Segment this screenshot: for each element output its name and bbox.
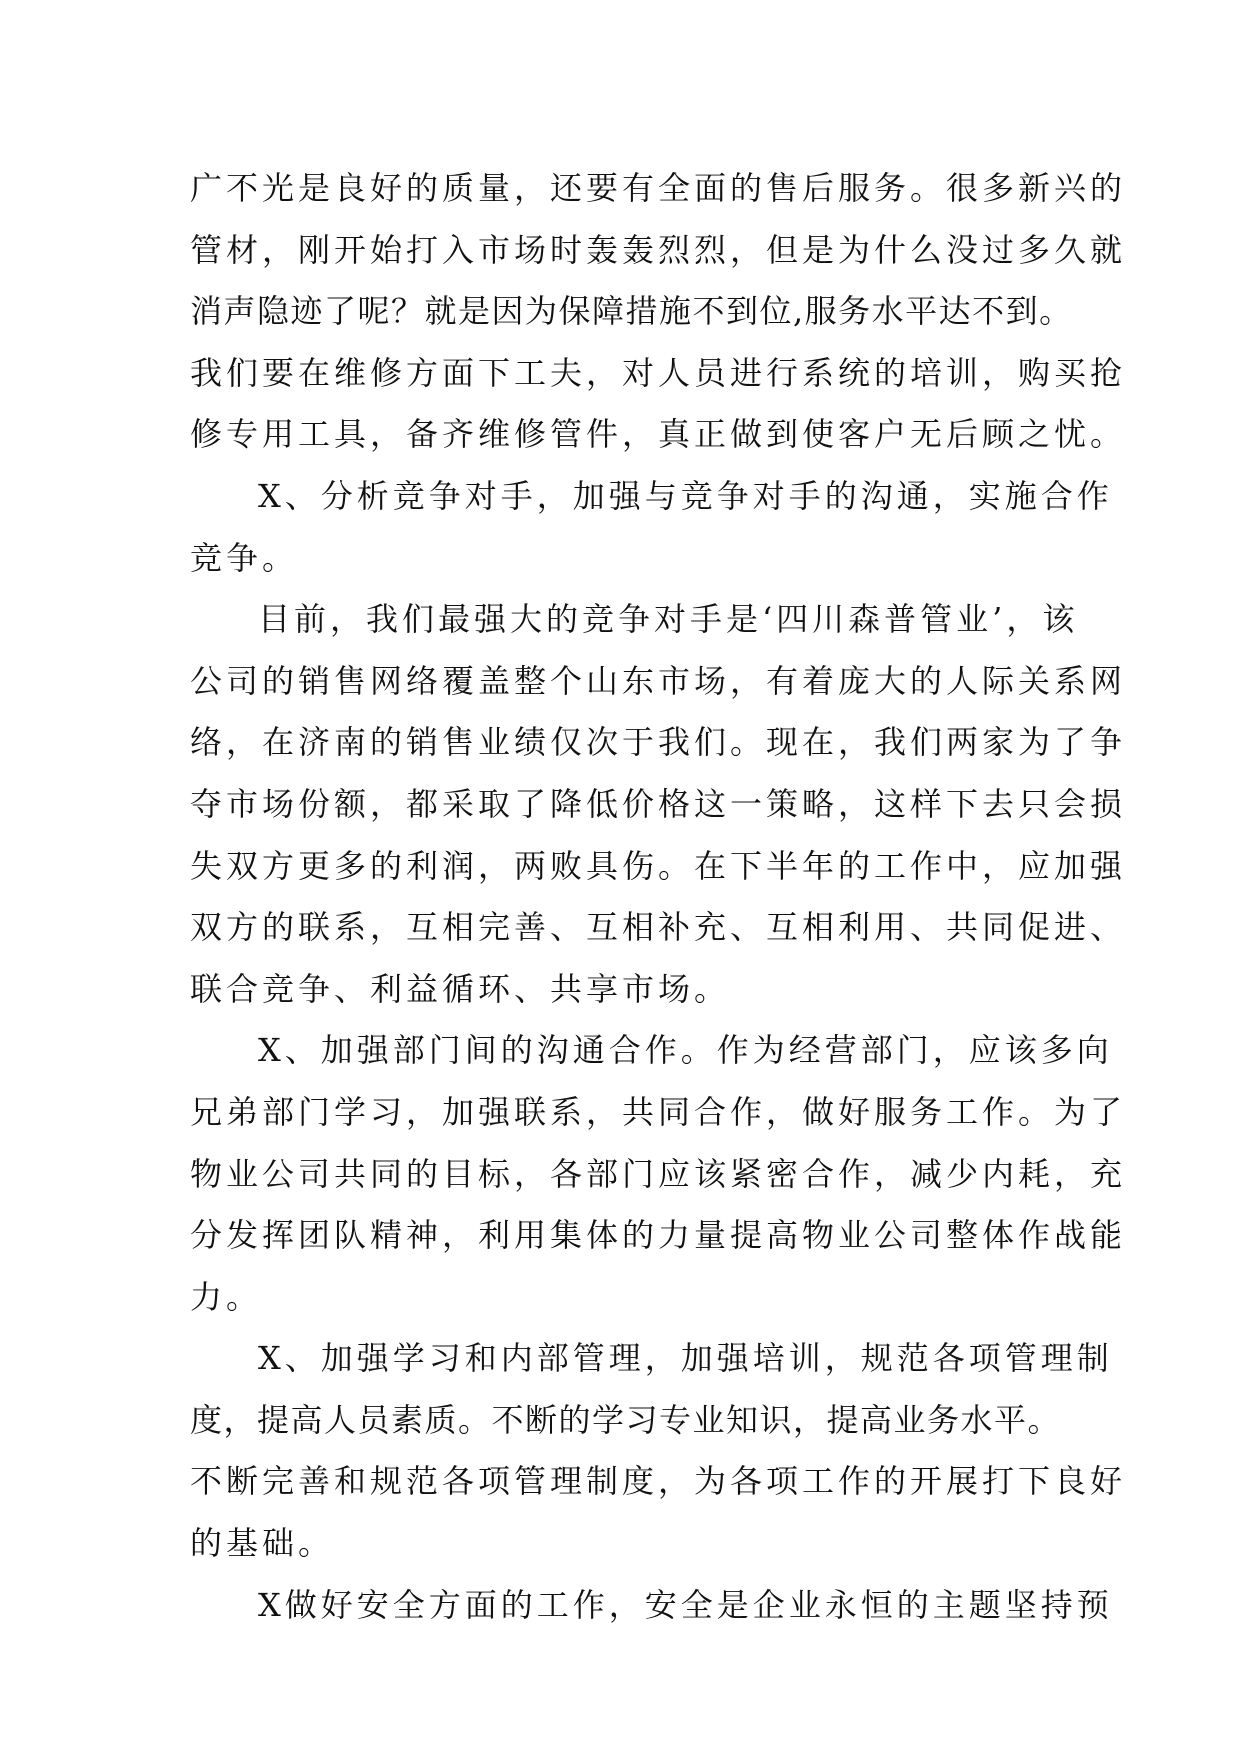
text-line: 目前，我们最强大的竞争对手是‘四川森普管业’，该 (258, 600, 1079, 639)
text-line: 公司的销售网络覆盖整个山东市场，有着庞大的人际关系网 (190, 661, 1127, 700)
text-line: X、加强部门间的沟通合作。作为经营部门，应该多向 (258, 1031, 1113, 1070)
text-line: 夺市场份额，都采取了降低价格这一策略，这样下去只会损 (190, 784, 1127, 823)
text-line: 双方的联系，互相完善、互相补充、互相利用、共同促进、 (190, 908, 1127, 947)
text-line: 失双方更多的利润，两败具伤。在下半年的工作中，应加强 (190, 846, 1127, 885)
text-line: 分发挥团队精神，利用集体的力量提高物业公司整体作战能 (190, 1216, 1127, 1255)
text-line: X做好安全方面的工作，安全是企业永恒的主题坚持预 (258, 1585, 1113, 1624)
text-line: 广不光是良好的质量，还要有全面的售后服务。很多新兴的 (190, 169, 1127, 207)
text-line: 联合竞争、利益循环、共享市场。 (190, 969, 731, 1008)
text-line: 我们要在维修方面下工夫，对人员进行系统的培训，购买抢 (190, 353, 1127, 392)
text-line: 消声隐迹了呢？就是因为保障措施不到位,服务水平达不到。 (190, 292, 1073, 331)
text-line: 力。 (190, 1277, 263, 1316)
text-line: 物业公司共同的目标，各部门应该紧密合作，减少内耗，充 (190, 1154, 1127, 1193)
text-line: 的基础。 (190, 1524, 335, 1563)
text-line: X、加强学习和内部管理，加强培训，规范各项管理制 (258, 1339, 1113, 1378)
text-line: 修专用工具，备齐维修管件，真正做到使客户无后顾之忧。 (190, 415, 1127, 454)
text-line: 不断完善和规范各项管理制度，为各项工作的开展打下良好 (190, 1462, 1127, 1501)
document-body (190, 158, 1127, 1636)
text-line: X、分析竞争对手，加强与竞争对手的沟通，实施合作 (258, 476, 1113, 515)
text-line: 度，提高人员素质。不断的学习专业知识，提高业务水平。 (190, 1400, 1062, 1439)
text-line: 兄弟部门学习，加强联系，共同合作，做好服务工作。为了 (190, 1092, 1127, 1131)
text-line: 管材，刚开始打入市场时轰轰烈烈，但是为什么没过多久就 (190, 230, 1127, 269)
text-line: 竞争。 (190, 538, 299, 577)
text-line: 络，在济南的销售业绩仅次于我们。现在，我们两家为了争 (190, 723, 1127, 762)
